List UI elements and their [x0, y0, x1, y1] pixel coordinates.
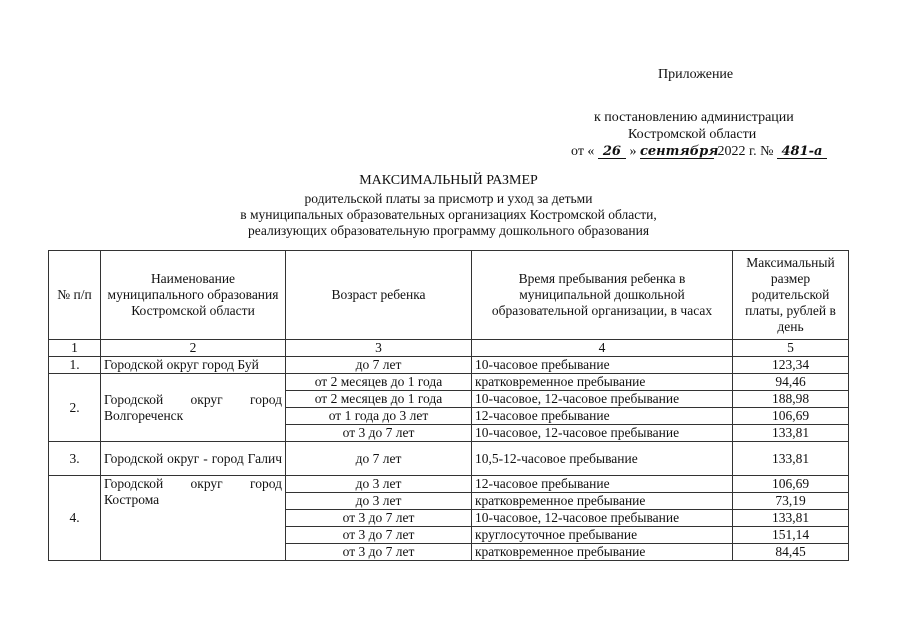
header-age: Возраст ребенка: [286, 251, 472, 340]
ref-year: 2022 г. №: [717, 144, 774, 159]
table-row: [49, 442, 849, 476]
max-fee: 106,69: [733, 408, 849, 425]
header-price: Максимальный размер родительской платы, рублей в день: [733, 251, 849, 340]
col-number: 3: [286, 340, 472, 357]
ref-prefix: от «: [571, 144, 595, 159]
ref-number-handwritten: 481-а: [777, 145, 827, 159]
stay-time: кратковременное пребывание: [472, 493, 733, 510]
stay-time: 10-часовое, 12-часовое пребывание: [472, 425, 733, 442]
child-age: до 3 лет: [286, 476, 472, 493]
stay-time: 10-часовое, 12-часовое пребывание: [472, 391, 733, 408]
child-age: до 7 лет: [286, 357, 472, 374]
stay-time: 12-часовое пребывание: [472, 476, 733, 493]
stay-time: 10-часовое, 12-часовое пребывание: [472, 510, 733, 527]
max-fee: 133,81: [733, 510, 849, 527]
max-fee: 188,98: [733, 391, 849, 408]
max-fee: 123,34: [733, 357, 849, 374]
subtitle-line-2: в муниципальных образовательных организациях Костромской области,: [240, 207, 657, 222]
ref-mid: »: [629, 144, 637, 159]
stay-time: 12-часовое пребывание: [472, 408, 733, 425]
row-number: 3.: [49, 442, 101, 476]
header-name: Наименование муниципального образования Костромской области: [101, 251, 286, 340]
col-number: 2: [101, 340, 286, 357]
ref-date-line: [571, 144, 827, 160]
document-title: МАКСИМАЛЬНЫЙ РАЗМЕР: [359, 173, 538, 188]
col-number: 5: [733, 340, 849, 357]
max-fee: 106,69: [733, 476, 849, 493]
stay-time: 10-часовое пребывание: [472, 357, 733, 374]
subtitle-line-1: родительской платы за присмотр и уход за детьми: [304, 191, 593, 206]
max-fee: 94,46: [733, 374, 849, 391]
child-age: от 3 до 7 лет: [286, 527, 472, 544]
ref-line-1: к постановлению администрации: [594, 110, 794, 125]
col-number: 4: [472, 340, 733, 357]
table-row: [49, 357, 849, 374]
stay-time: 10,5-12-часовое пребывание: [472, 442, 733, 476]
max-fee: 133,81: [733, 442, 849, 476]
appendix-label: Приложение: [658, 67, 734, 82]
child-age: от 3 до 7 лет: [286, 510, 472, 527]
col-number: 1: [49, 340, 101, 357]
table-row: [49, 374, 849, 391]
stay-time: круглосуточное пребывание: [472, 527, 733, 544]
header-num: № п/п: [49, 251, 101, 340]
child-age: от 2 месяцев до 1 года: [286, 391, 472, 408]
header-time: Время пребывания ребенка в муниципальной дошкольной образовательной организации, в часах: [472, 251, 733, 340]
ref-line-2: Костромской области: [628, 127, 757, 142]
municipality-name: Городской округ город Буй: [101, 357, 286, 374]
column-number-row: [49, 340, 849, 357]
table-header-row: [49, 251, 849, 340]
child-age: до 7 лет: [286, 442, 472, 476]
municipality-name: Городской округ город Волгореченск: [101, 374, 286, 442]
max-fee: 73,19: [733, 493, 849, 510]
child-age: от 3 до 7 лет: [286, 425, 472, 442]
municipality-name: Городской округ город Кострома: [101, 476, 286, 561]
ref-month-handwritten: сентября: [639, 144, 719, 159]
subtitle-line-3: реализующих образовательную программу дошкольного образования: [247, 223, 650, 238]
max-fee: 84,45: [733, 544, 849, 561]
municipality-name: Городской округ - город Галич: [101, 442, 286, 476]
child-age: от 3 до 7 лет: [286, 544, 472, 561]
fee-table: [48, 250, 849, 561]
child-age: от 2 месяцев до 1 года: [286, 374, 472, 391]
ref-day-handwritten: 26: [598, 145, 626, 159]
max-fee: 151,14: [733, 527, 849, 544]
child-age: от 1 года до 3 лет: [286, 408, 472, 425]
row-number: 4.: [49, 476, 101, 561]
max-fee: 133,81: [733, 425, 849, 442]
stay-time: кратковременное пребывание: [472, 374, 733, 391]
row-number: 2.: [49, 374, 101, 442]
child-age: до 3 лет: [286, 493, 472, 510]
table-row: [49, 476, 849, 493]
stay-time: кратковременное пребывание: [472, 544, 733, 561]
row-number: 1.: [49, 357, 101, 374]
